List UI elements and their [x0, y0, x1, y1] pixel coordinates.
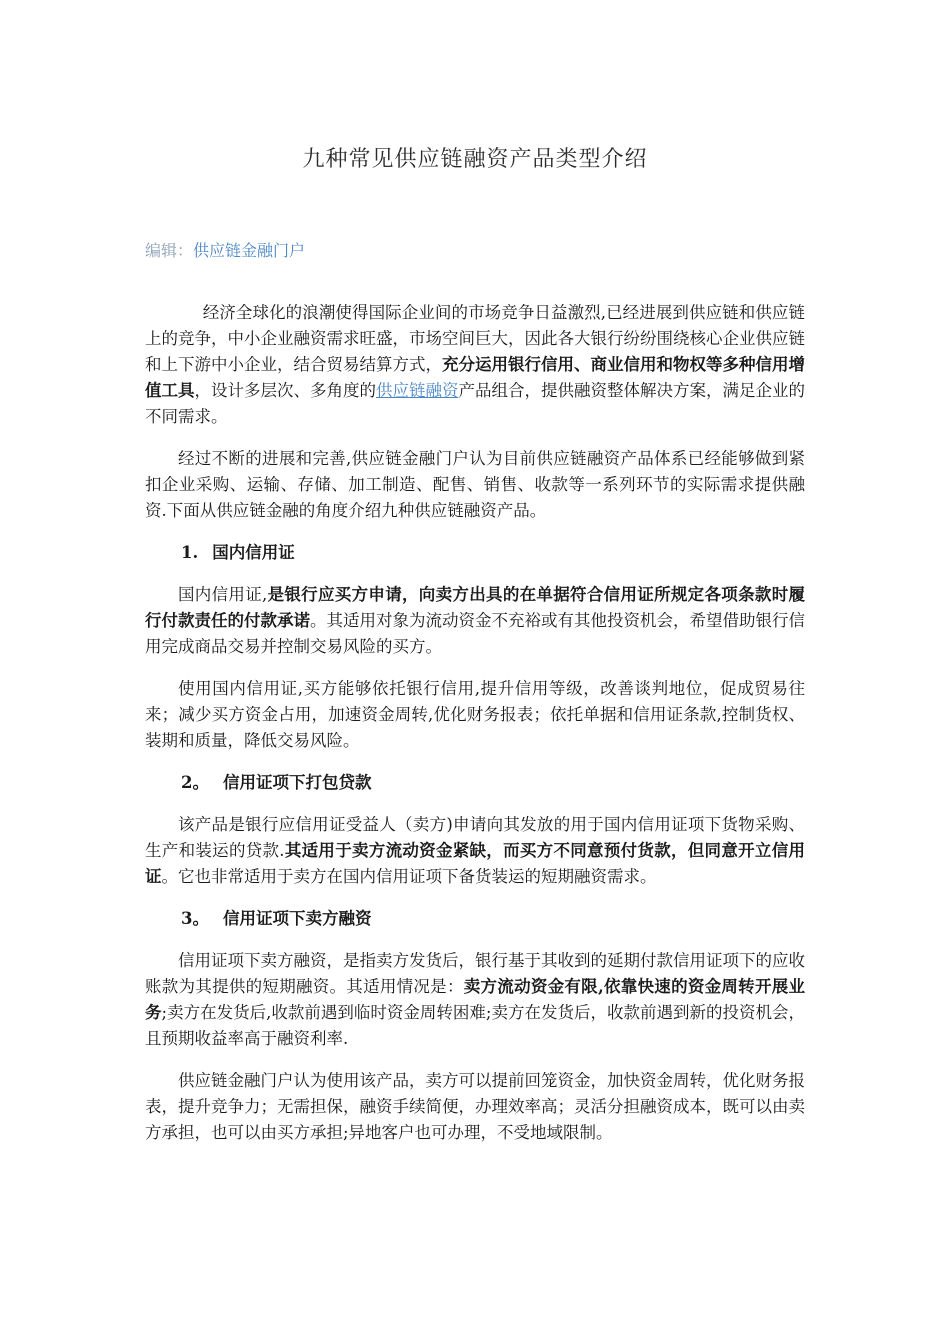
- intro-p1-text-c: 产品组合，提供融资整体解决方案，满足企业的不同需求。: [145, 381, 805, 426]
- section-3-text-a: 信用证项下卖方融资，是指卖方发货后，银行基于其收到的延期付款信用证项下的应收账款为其提供的短期融资。其适用情况是：: [145, 951, 805, 996]
- editor-name: 供应链金融门户: [193, 241, 306, 260]
- section-3-text-b: ;卖方在发货后,收款前遇到临时资金周转困难;卖方在发货后，收款前遇到新的投资机会，且预期收益率高于融资利率.: [145, 1003, 806, 1048]
- section-1-paragraph-1: [145, 582, 805, 660]
- section-2-text-a: 该产品是银行应信用证受益人（卖方)申请向其发放的用于国内信用证项下货物采购、生产和装运的贷款.: [145, 815, 805, 860]
- section-1-text-b: 。其适用对象为流动资金不充裕或有其他投资机会，希望借助银行信用完成商品交易并控制交易风险的买方。: [145, 611, 805, 656]
- intro-p1-text-b: ，设计多层次、多角度的: [194, 381, 376, 400]
- section-number: 2。: [181, 773, 209, 792]
- editor-line: [145, 238, 305, 261]
- section-heading-2: [145, 770, 805, 796]
- section-number: 3。: [181, 909, 209, 928]
- intro-paragraph-1: [145, 300, 805, 430]
- section-3-bold: 卖方流动资金有限,依靠快速的资金周转开展业务: [145, 977, 806, 1022]
- section-title: 国内信用证: [212, 543, 295, 562]
- section-2-text-b: 。它也非常适用于卖方在国内信用证项下备货装运的短期融资需求。: [161, 867, 657, 886]
- section-heading-3: [145, 906, 805, 932]
- document-body: [145, 300, 805, 1162]
- section-1-text-a: 国内信用证,: [178, 585, 268, 604]
- document-title: 九种常见供应链融资产品类型介绍: [302, 147, 648, 172]
- section-2-paragraph-1: [145, 812, 805, 890]
- section-1-paragraph-2: 使用国内信用证,买方能够依托银行信用,提升信用等级，改善谈判地位，促成贸易往来；减少买方资金占用，加速资金周转,优化财务报表；依托单据和信用证条款,控制货权、装期和质量，降低交易风险。: [145, 679, 805, 750]
- section-number: 1.: [181, 543, 199, 562]
- editor-label: 编辑：: [145, 241, 194, 260]
- supply-chain-finance-link[interactable]: 供应链融资: [376, 381, 459, 400]
- section-3-paragraph-1: [145, 948, 805, 1052]
- section-title: 信用证项下卖方融资: [222, 909, 372, 928]
- section-2-bold: 其适用于卖方流动资金紧缺，而买方不同意预付货款，但同意开立信用证: [145, 841, 806, 886]
- section-title: 信用证项下打包贷款: [222, 773, 372, 792]
- intro-p1-text-a: 经济全球化的浪潮使得国际企业间的市场竞争日益激烈,已经进展到供应链和供应链上的竞争，中小企业融资需求旺盛，市场空间巨大，因此各大银行纷纷围绕核心企业供应链和上下游中小企业，结合贸易结算方式，: [145, 303, 805, 374]
- intro-paragraph-2: 经过不断的进展和完善,供应链金融门户认为目前供应链融资产品体系已经能够做到紧扣企业采购、运输、存储、加工制造、配售、销售、收款等一系列环节的实际需求提供融资.下面从供应链金融的角度介绍九种供应链融资产品。: [145, 449, 805, 520]
- intro-p1-bold: 充分运用银行信用、商业信用和物权等多种信用增值工具: [145, 355, 805, 400]
- section-1-bold: 是银行应买方申请，向卖方出具的在单据符合信用证所规定各项条款时履行付款责任的付款承诺: [145, 585, 805, 630]
- section-heading-1: [145, 540, 805, 566]
- section-3-paragraph-2: 供应链金融门户认为使用该产品，卖方可以提前回笼资金，加快资金周转，优化财务报表，提升竞争力；无需担保，融资手续简便，办理效率高；灵活分担融资成本，既可以由卖方承担，也可以由买方承担;异地客户也可办理，不受地域限制。: [145, 1071, 805, 1142]
